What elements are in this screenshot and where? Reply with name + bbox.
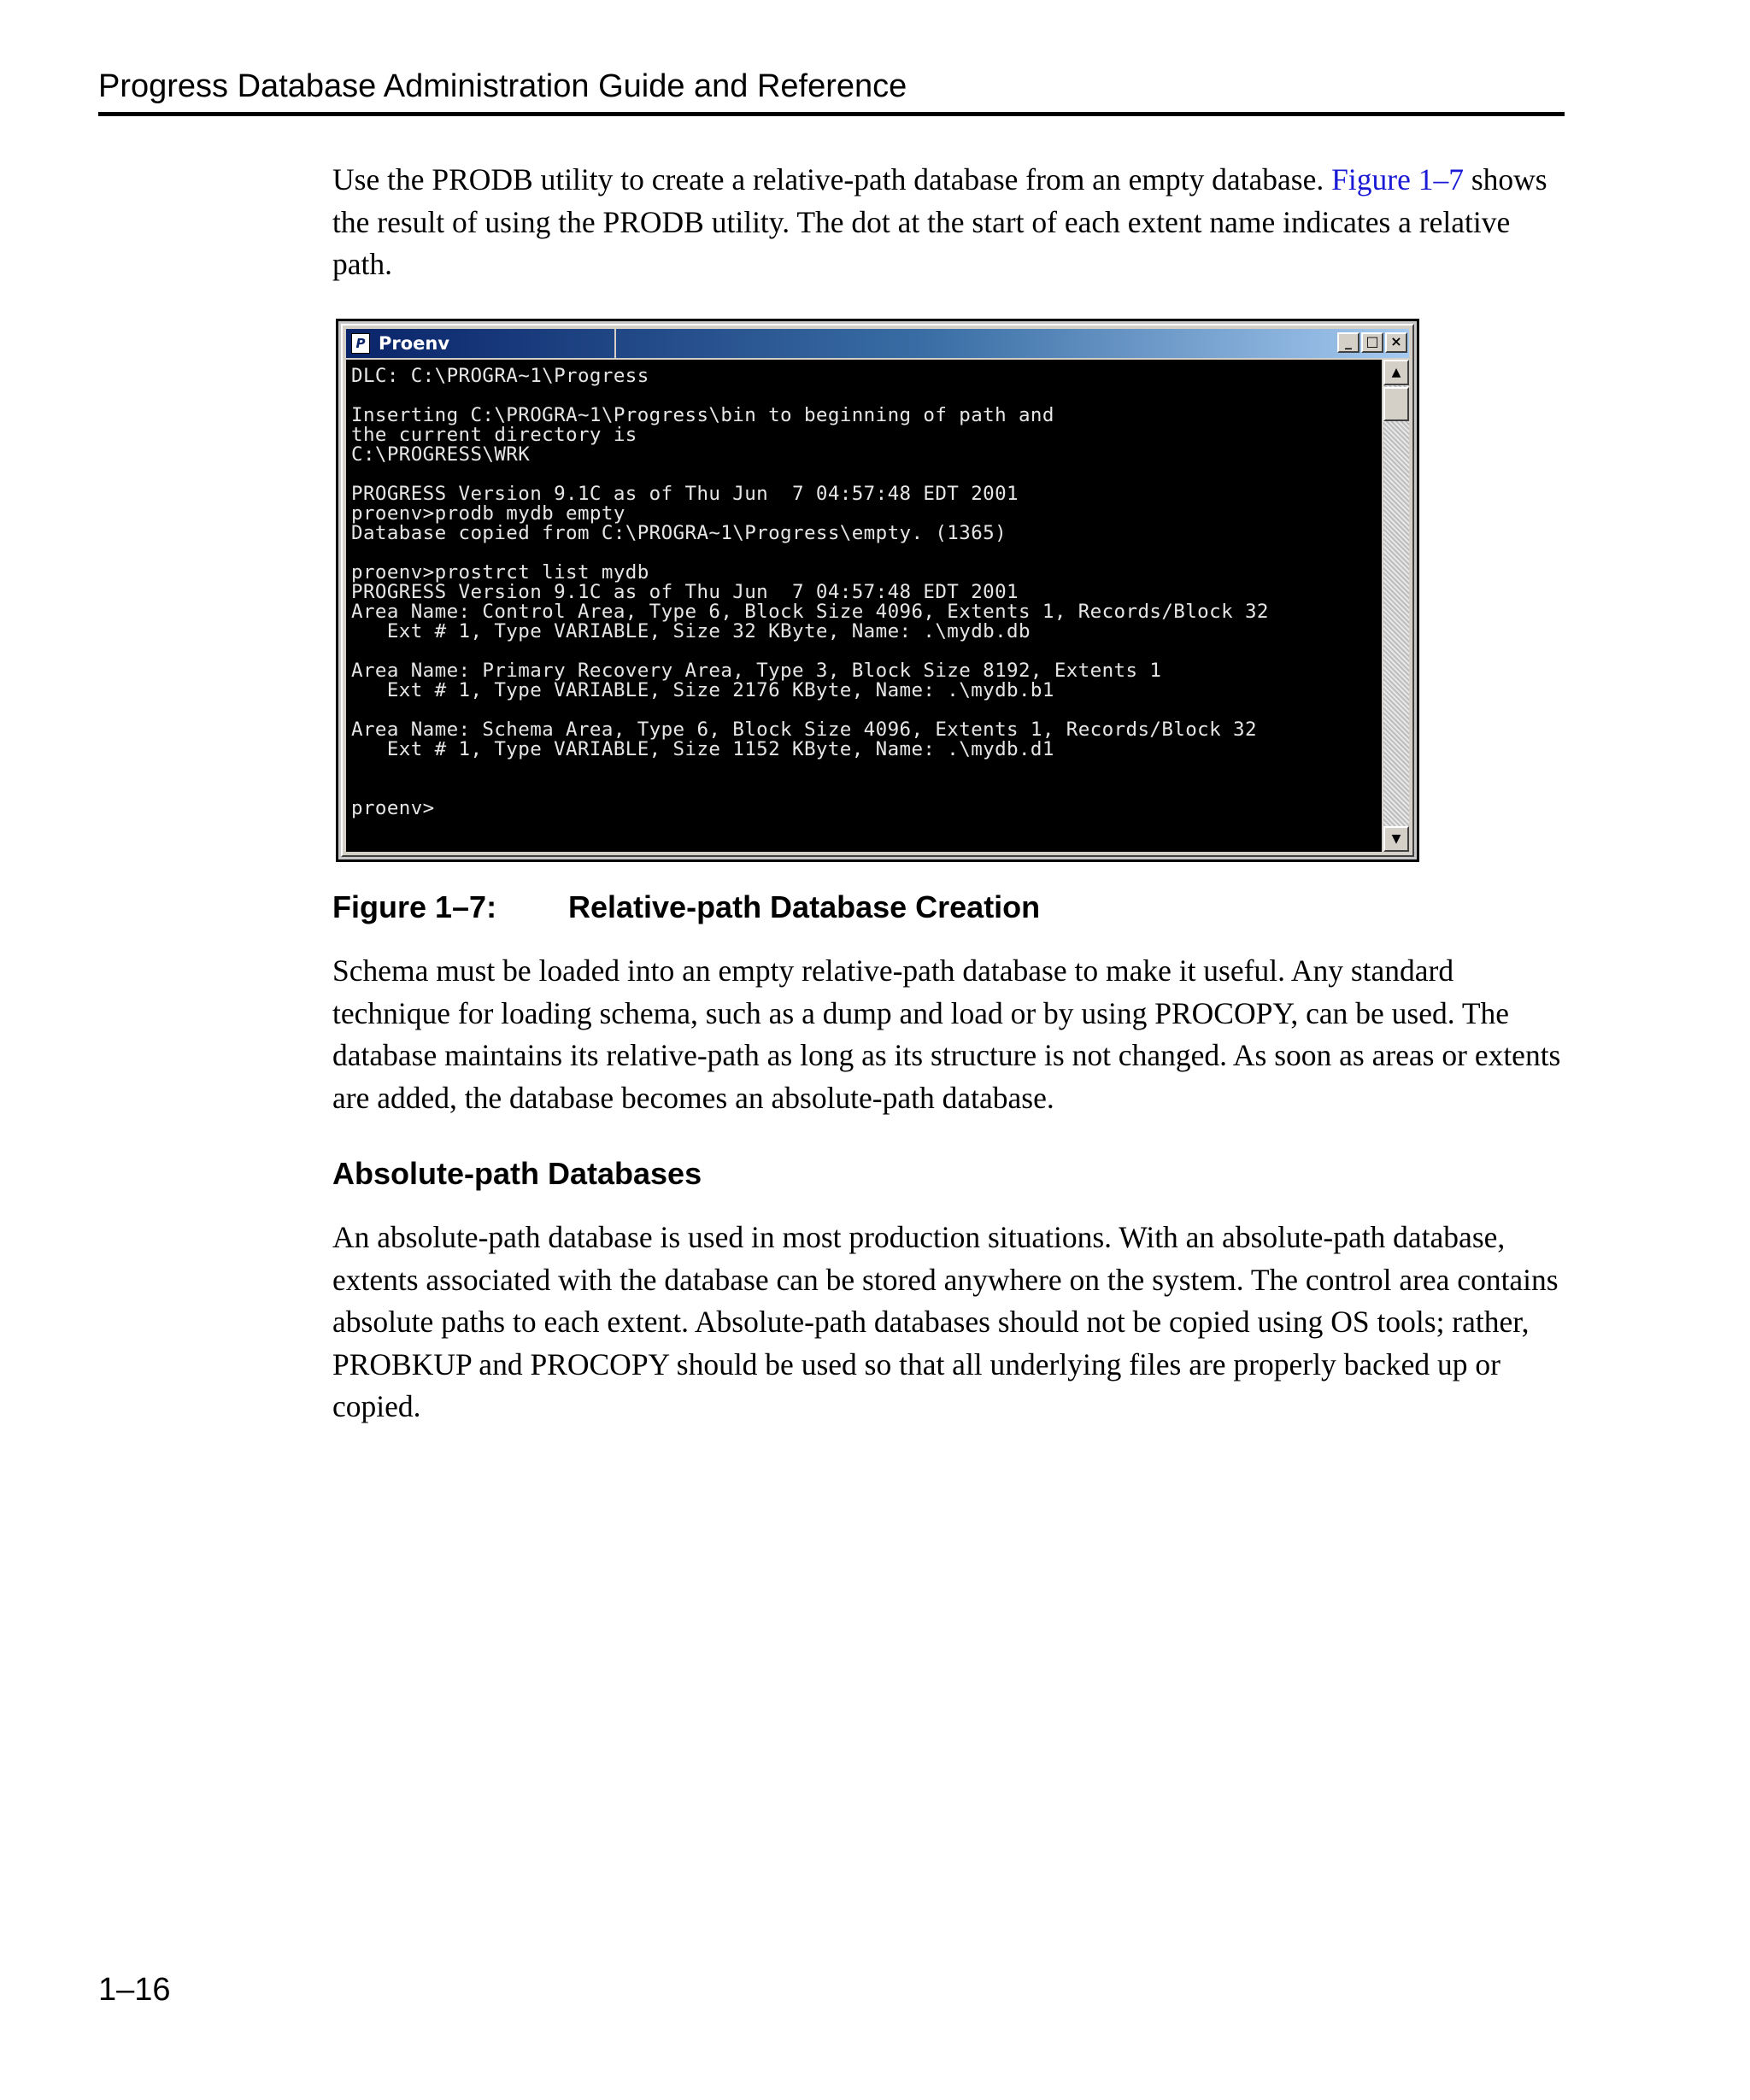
command-window	[341, 324, 1414, 857]
absolute-path-paragraph	[332, 1217, 1563, 1428]
figure-number: Figure 1–7:	[332, 889, 497, 924]
console-line: DLC: C:\PROGRA~1\Progress	[351, 365, 649, 387]
header-title: Progress Database Administration Guide and Reference	[98, 68, 907, 104]
console-line: Ext # 1, Type VARIABLE, Size 2176 KByte, Name: .\mydb.b1	[351, 679, 1054, 701]
close-button[interactable]: ×	[1385, 332, 1407, 353]
absolute-path-paragraph-text: An absolute-path database is used in most production situations. With an absolute-path database, extents associated with the database can be stored anywhere on the system. The control area contains absolute paths to each extent. Absolute-path databases should not be copied using OS tools; rather, PROBKUP and PROCOPY should be used so that all underlying files are properly backed up or copied.	[332, 1220, 1559, 1423]
console-line: Ext # 1, Type VARIABLE, Size 1152 KByte, Name: .\mydb.d1	[351, 738, 1054, 760]
console-line: the current directory is	[351, 424, 637, 446]
window-titlebar[interactable]	[346, 329, 1409, 358]
console-line: proenv>	[351, 797, 435, 819]
console-line	[351, 386, 1382, 406]
section-heading: Absolute-path Databases	[332, 1156, 702, 1191]
titlebar-divider	[614, 329, 616, 358]
console-line: Ext # 1, Type VARIABLE, Size 32 KByte, Name: .\mydb.db	[351, 620, 1031, 642]
minimize-button[interactable]: _	[1337, 332, 1359, 353]
console-line: PROGRESS Version 9.1C as of Thu Jun 7 04:57:48 EDT 2001	[351, 483, 1019, 505]
console-line: Area Name: Control Area, Type 6, Block Size 4096, Extents 1, Records/Block 32	[351, 601, 1269, 623]
figure-caption	[332, 889, 1041, 924]
console-line: Inserting C:\PROGRA~1\Progress\bin to beginning of path and	[351, 404, 1054, 426]
console-line	[351, 465, 1382, 484]
console-line: proenv>prostrct list mydb	[351, 561, 649, 584]
window-title: Proenv	[379, 333, 450, 354]
schema-paragraph-text: Schema must be loaded into an empty relative-path database to make it useful. Any standard technique for loading schema, such as a dump and load or by using PROCOPY, can be used. The database maintains its relative-path as long as its structure is not changed. As soon as areas or extents are added, the database becomes an absolute-path database.	[332, 953, 1561, 1115]
running-header	[98, 63, 1565, 116]
intro-paragraph	[332, 159, 1563, 286]
console-line: Database copied from C:\PROGRA~1\Progress\empty. (1365)	[351, 522, 1007, 544]
console-line: proenv>prodb mydb empty	[351, 502, 625, 525]
console-line	[351, 642, 1382, 661]
scroll-up-arrow-icon[interactable]: ▲	[1383, 360, 1409, 385]
console-line	[351, 779, 1382, 799]
console-line	[351, 760, 1382, 779]
scroll-down-arrow-icon[interactable]: ▼	[1383, 826, 1409, 852]
schema-paragraph	[332, 950, 1563, 1119]
console-line: PROGRESS Version 9.1C as of Thu Jun 7 04:57:48 EDT 2001	[351, 581, 1019, 603]
console-line: Area Name: Primary Recovery Area, Type 3, Block Size 8192, Extents 1	[351, 660, 1162, 682]
console-output[interactable]	[346, 360, 1382, 852]
window-controls	[1336, 332, 1407, 353]
maximize-button[interactable]: □	[1361, 332, 1383, 353]
figure-cross-reference-link[interactable]: Figure 1–7	[1331, 162, 1464, 197]
intro-text-before: Use the PRODB utility to create a relative-path database from an empty database.	[332, 162, 1332, 197]
vertical-scrollbar[interactable]	[1383, 360, 1409, 852]
proenv-app-icon[interactable]: P	[351, 333, 370, 354]
console-line: C:\PROGRESS\WRK	[351, 443, 531, 466]
figure-title: Relative-path Database Creation	[568, 889, 1041, 924]
console-line: Area Name: Schema Area, Type 6, Block Size 4096, Extents 1, Records/Block 32	[351, 719, 1257, 741]
page-number: 1–16	[98, 1972, 171, 2008]
figure-screenshot	[336, 319, 1419, 862]
intro-text-after: shows the result of using the PRODB utility. The dot at the start of each extent name indicates a relative path.	[332, 162, 1547, 281]
console-line	[351, 701, 1382, 720]
scroll-thumb[interactable]	[1383, 387, 1409, 421]
console-line	[351, 543, 1382, 563]
